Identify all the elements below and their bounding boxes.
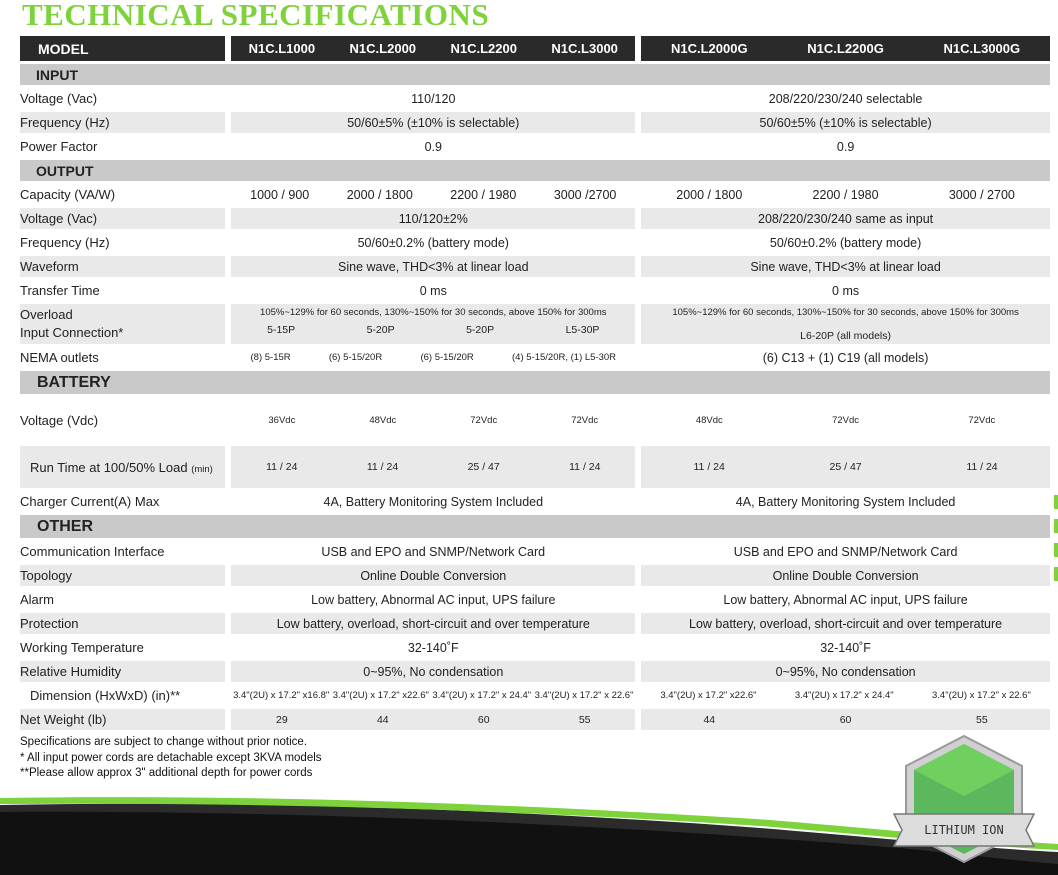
battery-voltage-value: 72Vdc: [470, 414, 498, 426]
row-label: Frequency (Hz): [20, 235, 110, 250]
battery-voltage-value: 72Vdc: [832, 414, 860, 426]
humidity-g1: 0~95%, No condensation: [231, 661, 635, 682]
run-time-value: 11 / 24: [966, 461, 998, 473]
in_voltage-g1: 110/120: [411, 91, 456, 106]
row-communication: [20, 541, 1050, 562]
weight-value-list: [231, 709, 635, 730]
row-label: Power Factor: [20, 139, 98, 154]
section-input: [20, 64, 1050, 85]
transfer-g2: 0 ms: [832, 283, 860, 298]
run-time-value-list: [231, 446, 635, 488]
battery-voltage-value: 48Vdc: [695, 414, 723, 426]
out_frequency-g1: 50/60±0.2% (battery mode): [357, 235, 509, 250]
protection-g2: Low battery, overload, short-circuit and over temperature: [641, 613, 1050, 634]
run-time-value: 11 / 24: [366, 461, 399, 473]
nema-value: (6) 5-15/20R: [328, 352, 383, 363]
row-label: Voltage (Vdc): [20, 412, 99, 428]
run-time-value: 11 / 24: [569, 461, 601, 473]
lithium-ion-badge-icon: [888, 732, 1040, 867]
protection-g1: Low battery, overload, short-circuit and over temperature: [231, 613, 635, 634]
comm-g1: USB and EPO and SNMP/Network Card: [321, 544, 546, 559]
row-alarm: [20, 589, 1050, 610]
row-label: Working Temperature: [20, 640, 144, 655]
row-label: Charger Current(A) Max: [20, 494, 160, 509]
model-name: N1C.L3000G: [943, 41, 1021, 56]
footnote: * All input power cords are detachable except 3KVA models: [20, 751, 322, 764]
capacity-value: 3000 / 2700: [948, 187, 1015, 202]
row-label: Frequency (Hz): [20, 112, 225, 133]
badge-text: LITHIUM ION: [924, 823, 1004, 837]
weight-value: 55: [578, 713, 591, 726]
row-label-unit: (min): [191, 463, 213, 475]
waveform-g1: Sine wave, THD<3% at linear load: [231, 256, 635, 277]
row-overload-input-connection: [20, 304, 1050, 344]
weight-value: 44: [703, 713, 716, 726]
row-label: Communication Interface: [20, 544, 165, 559]
model-name: N1C.L2200: [450, 41, 517, 56]
battery-voltage-value-list: [641, 397, 1050, 443]
row-power-factor: [20, 136, 1050, 157]
row-dimension: [20, 685, 1050, 706]
run-time-value: 11 / 24: [266, 461, 298, 473]
run-time-value: 25 / 47: [829, 461, 862, 473]
dimension-value-list: [231, 685, 635, 706]
row-output-voltage: [20, 208, 1050, 229]
humidity-g2: 0~95%, No condensation: [641, 661, 1050, 682]
footnotes: [20, 735, 322, 782]
run-time-value: 25 / 47: [467, 461, 500, 473]
row-input-frequency: [20, 112, 1050, 133]
edge-accent-icon: [1052, 495, 1058, 585]
row-output-frequency: [20, 232, 1050, 253]
row-working-temperature: [20, 637, 1050, 658]
row-nema-outlets: [20, 347, 1050, 368]
overload-g1: 105%~129% for 60 seconds, 130%~150% for 30 seconds, above 150% for 300ms: [260, 307, 607, 318]
row-waveform: [20, 256, 1050, 277]
row-label: Protection: [20, 613, 225, 634]
nema-g2: (6) C13 + (1) C19 (all models): [762, 350, 929, 365]
dimension-value-list: [641, 685, 1050, 706]
comm-g2: USB and EPO and SNMP/Network Card: [733, 544, 958, 559]
row-transfer-time: [20, 280, 1050, 301]
nema-value: (6) 5-15/20R: [420, 352, 474, 363]
battery-voltage-value: 36Vdc: [268, 414, 296, 426]
spec-table: [20, 33, 1050, 733]
row-label: Run Time at 100/50% Load: [30, 459, 188, 475]
power_factor-g1: 0.9: [424, 139, 442, 154]
model-name: N1C.L2000G: [671, 41, 748, 56]
alarm-g2: Low battery, Abnormal AC input, UPS failure: [723, 592, 968, 607]
row-label: Voltage (Vac): [20, 208, 225, 229]
nema-value-list: [231, 347, 635, 368]
dimension-value: 3.4"(2U) x 17.2" x 22.6": [932, 690, 1031, 701]
header-row: [20, 36, 1050, 61]
overload-label: Overload: [20, 307, 73, 322]
model-name: N1C.L1000: [248, 41, 316, 56]
page-title: TECHNICAL SPECIFICATIONS: [22, 0, 490, 32]
section-title: OUTPUT: [20, 160, 1050, 181]
row-label: Net Weight (lb): [20, 709, 225, 730]
row-relative-humidity: [20, 661, 1050, 682]
temp-g1: 32-140˚F: [407, 640, 459, 655]
section-battery: [20, 371, 1050, 394]
dimension-value: 3.4"(2U) x 17.2" x16.8": [233, 690, 330, 701]
section-other: [20, 515, 1050, 538]
weight-value: 44: [376, 713, 389, 726]
model-name-list: [231, 36, 635, 61]
section-title: OTHER: [20, 515, 1050, 538]
row-run-time: [20, 446, 1050, 488]
capacity-g1: [231, 184, 635, 205]
transfer-g1: 0 ms: [419, 283, 447, 298]
header-group1: [231, 36, 635, 61]
row-label: Topology: [20, 565, 225, 586]
dimension-value: 3.4"(2U) x 17.2" x22.6": [660, 690, 757, 701]
row-label: Dimension (HxWxD) (in)**: [30, 688, 181, 703]
row-battery-voltage: [20, 397, 1050, 443]
input-connection-value-list: [231, 318, 635, 342]
dimension-value: 3.4"(2U) x 17.2" x 22.6": [534, 690, 634, 701]
waveform-g2: Sine wave, THD<3% at linear load: [641, 256, 1050, 277]
input-connection-value: 5-15P: [267, 324, 296, 336]
section-output: [20, 160, 1050, 181]
charger-g1: 4A, Battery Monitoring System Included: [323, 494, 544, 509]
in_voltage-g2: 208/220/230/240 selectable: [768, 91, 923, 106]
capacity-value: 2000 / 1800: [676, 187, 743, 202]
capacity-value: 1000 / 900: [250, 187, 310, 202]
input-connection-g2: L6-20P (all models): [800, 330, 892, 342]
row-topology: [20, 565, 1050, 586]
row-label: Alarm: [20, 592, 54, 607]
header-label: MODEL: [20, 36, 225, 61]
row-label: Voltage (Vac): [20, 91, 98, 106]
row-capacity: [20, 184, 1050, 205]
weight-value: 60: [477, 713, 490, 726]
model-name-list: [641, 36, 1050, 61]
capacity-value: 2000 / 1800: [346, 187, 413, 202]
capacity-value: 2200 / 1980: [812, 187, 879, 202]
alarm-g1: Low battery, Abnormal AC input, UPS failure: [311, 592, 556, 607]
header-group2: [641, 36, 1050, 61]
row-charger-current: [20, 491, 1050, 512]
section-title: BATTERY: [20, 371, 1050, 394]
footnote: Specifications are subject to change without prior notice.: [20, 736, 308, 748]
row-label: Waveform: [20, 256, 225, 277]
model-name: N1C.L3000: [551, 41, 618, 56]
weight-value: 29: [276, 713, 288, 726]
input-connection-value: 5-20P: [366, 324, 395, 336]
out_voltage-g1: 110/120±2%: [231, 208, 635, 229]
power_factor-g2: 0.9: [836, 139, 855, 154]
dimension-value: 3.4"(2U) x 17.2" x 24.4": [432, 690, 532, 701]
row-label: Transfer Time: [20, 283, 100, 298]
row-input-voltage: [20, 88, 1050, 109]
footnote: **Please allow approx 3" additional depth for power cords: [20, 767, 313, 779]
in_frequency-g1: 50/60±5% (±10% is selectable): [231, 112, 635, 133]
battery-voltage-value: 72Vdc: [968, 414, 996, 426]
input-connection-value: L5-30P: [565, 324, 600, 336]
model-name: N1C.L2000: [349, 41, 417, 56]
run-time-value: 11 / 24: [693, 461, 725, 473]
capacity-value: 2200 / 1980: [450, 187, 517, 202]
battery-voltage-value: 48Vdc: [369, 414, 397, 426]
topology-g1: Online Double Conversion: [231, 565, 635, 586]
run-time-value-list: [641, 446, 1050, 488]
nema-value: (8) 5-15R: [250, 352, 291, 363]
section-title: INPUT: [20, 64, 1050, 85]
dimension-value: 3.4"(2U) x 17.2" x22.6": [332, 690, 429, 701]
row-label: NEMA outlets: [20, 350, 99, 365]
out_voltage-g2: 208/220/230/240 same as input: [641, 208, 1050, 229]
capacity-value: 3000 /2700: [553, 187, 617, 202]
row-protection: [20, 613, 1050, 634]
model-name: N1C.L2200G: [807, 41, 884, 56]
battery-voltage-value: 72Vdc: [571, 414, 599, 426]
out_frequency-g2: 50/60±0.2% (battery mode): [769, 235, 922, 250]
capacity-value-list: [231, 184, 635, 205]
input-connection-label: Input Connection*: [20, 325, 124, 340]
in_frequency-g2: 50/60±5% (±10% is selectable): [641, 112, 1050, 133]
charger-g2: 4A, Battery Monitoring System Included: [735, 494, 956, 509]
weight-value-list: [641, 709, 1050, 730]
battery-voltage-value-list: [231, 397, 635, 443]
row-label: Relative Humidity: [20, 661, 225, 682]
weight-value: 55: [975, 713, 988, 726]
input-connection-value: 5-20P: [466, 324, 495, 336]
row-label: Capacity (VA/W): [20, 187, 116, 202]
overload-g2: 105%~129% for 60 seconds, 130%~150% for 30 seconds, above 150% for 300ms: [672, 307, 1019, 318]
dimension-value: 3.4"(2U) x 17.2" x 24.4": [794, 690, 894, 701]
weight-value: 60: [839, 713, 852, 726]
topology-g2: Online Double Conversion: [641, 565, 1050, 586]
nema-value: (4) 5-15/20R, (1) L5-30R: [512, 352, 617, 363]
capacity-g2: [641, 184, 1050, 205]
row-net-weight: [20, 709, 1050, 730]
capacity-value-list: [641, 184, 1050, 205]
temp-g2: 32-140˚F: [820, 640, 871, 655]
